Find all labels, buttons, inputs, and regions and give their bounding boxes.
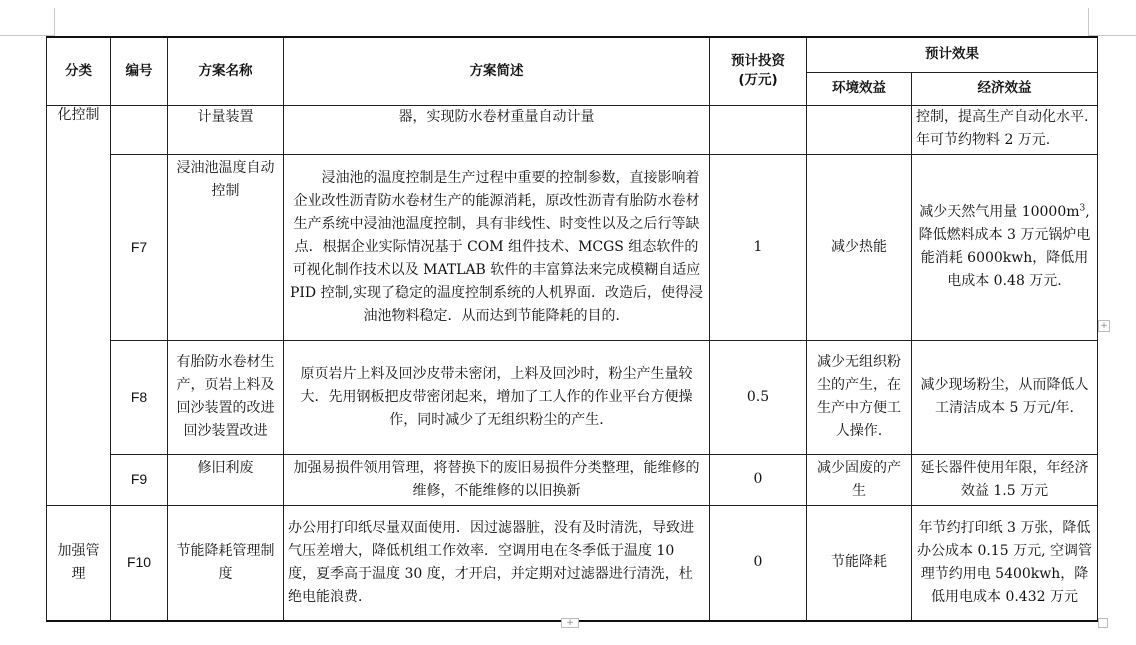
page-margin-guide (1088, 8, 1089, 36)
table-row (47, 105, 1098, 154)
header-category: 分类 (47, 37, 111, 105)
category-cell: 加强管理 (47, 505, 111, 621)
econ-cell: 控制，提高生产自动化水平.年可节约物料 2 万元. (912, 105, 1098, 154)
description-cell: 加强易损件领用管理，将替换下的废旧易损件分类整理，能维修的维修，不能维修的以旧换新 (284, 454, 710, 505)
header-env: 环境效益 (807, 72, 912, 105)
header-econ: 经济效益 (912, 72, 1098, 105)
env-cell: 减少热能 (807, 154, 912, 340)
name-cell: 修旧利废 (168, 454, 284, 505)
code-cell: F7 (111, 154, 168, 340)
env-cell: 节能降耗 (807, 505, 912, 621)
investment-cell (710, 105, 807, 154)
econ-cell: 年节约打印纸 3 万张，降低办公成本 0.15 万元, 空调管理节约用电 5400kwh，降低用电成本 0.432 万元 (912, 505, 1098, 621)
env-cell (807, 105, 912, 154)
econ-cell (912, 154, 1098, 340)
econ-cell: 延长器件使用年限，年经济效益 1.5 万元 (912, 454, 1098, 505)
table-resize-handle[interactable] (1098, 618, 1108, 628)
code-cell: F9 (111, 454, 168, 505)
investment-cell: 0 (710, 454, 807, 505)
table-row (47, 154, 1098, 340)
category-cell: 化控制 (47, 105, 111, 505)
header-effect: 预计效果 (807, 37, 1098, 72)
name-cell: 浸油池温度自动控制 (168, 154, 284, 340)
code-cell: F8 (111, 340, 168, 454)
header-name: 方案名称 (168, 37, 284, 105)
name-cell: 计量装置 (168, 105, 284, 154)
header-code: 编号 (111, 37, 168, 105)
econ-superscript: 3 (1079, 203, 1086, 214)
econ-cell: 减少现场粉尘，从而降低人工清洁成本 5 万元/年. (912, 340, 1098, 454)
investment-cell: 0.5 (710, 340, 807, 454)
econ-text: ,降低燃料成本 3 万元锅炉电能消耗 6000kwh，降低用电成本 0.48 万元. (918, 204, 1091, 289)
description-cell: 浸油池的温度控制是生产过程中重要的控制参数，直接影响着企业改性沥青防水卷材生产的能源消耗，原改性沥青有胎防水卷材生产系统中浸油池温度控制，具有非线性、时变性以及之后行等缺点．根据企业实际情况基于 COM 组件技术、MCGS 组态软件的可视化制作技术以及 MATLAB 软件的丰富算法来完成模糊自适应 PID 控制,实现了稳定的温度控制系统的人机界面．改造后，使得浸油池物料稳定．从而达到节能降耗的目的． (284, 154, 710, 340)
measures-table (46, 36, 1098, 622)
header-investment: 预计投资 (万元) (710, 37, 807, 105)
page-margin-guide (54, 8, 55, 36)
econ-text: 减少天然气用量 10000m (919, 204, 1080, 220)
header-description: 方案简述 (284, 37, 710, 105)
investment-cell: 0 (710, 505, 807, 621)
env-cell: 减少固废的产生 (807, 454, 912, 505)
table-column-insert-handle[interactable]: + (561, 618, 579, 628)
description-cell: 办公用打印纸尽量双面使用．因过滤器脏，没有及时清洗，导致进气压差增大，降低机组工作效率．空调用电在冬季低于温度 10 度，夏季高于温度 30 度，才开启，并定期对过滤器进行清洗，杜绝电能浪费． (284, 505, 710, 621)
code-cell (111, 105, 168, 154)
description-cell: 原页岩片上料及回沙皮带未密闭，上料及回沙时，粉尘产生量较大．先用钢板把皮带密闭起来，增加了工人作的作业平台方便操作，同时减少了无组织粉尘的产生. (284, 340, 710, 454)
table-row (47, 505, 1098, 621)
env-cell: 减少无组织粉尘的产生，在生产中方便工人操作. (807, 340, 912, 454)
name-cell: 有胎防水卷材生产，页岩上料及回沙装置的改进回沙装置改进 (168, 340, 284, 454)
investment-cell: 1 (710, 154, 807, 340)
description-cell: 器，实现防水卷材重量自动计量 (284, 105, 710, 154)
table-row-insert-handle[interactable]: + (1098, 320, 1110, 332)
name-cell: 节能降耗管理制度 (168, 505, 284, 621)
table-row (47, 340, 1098, 454)
table-row (47, 454, 1098, 505)
code-cell: F10 (111, 505, 168, 621)
